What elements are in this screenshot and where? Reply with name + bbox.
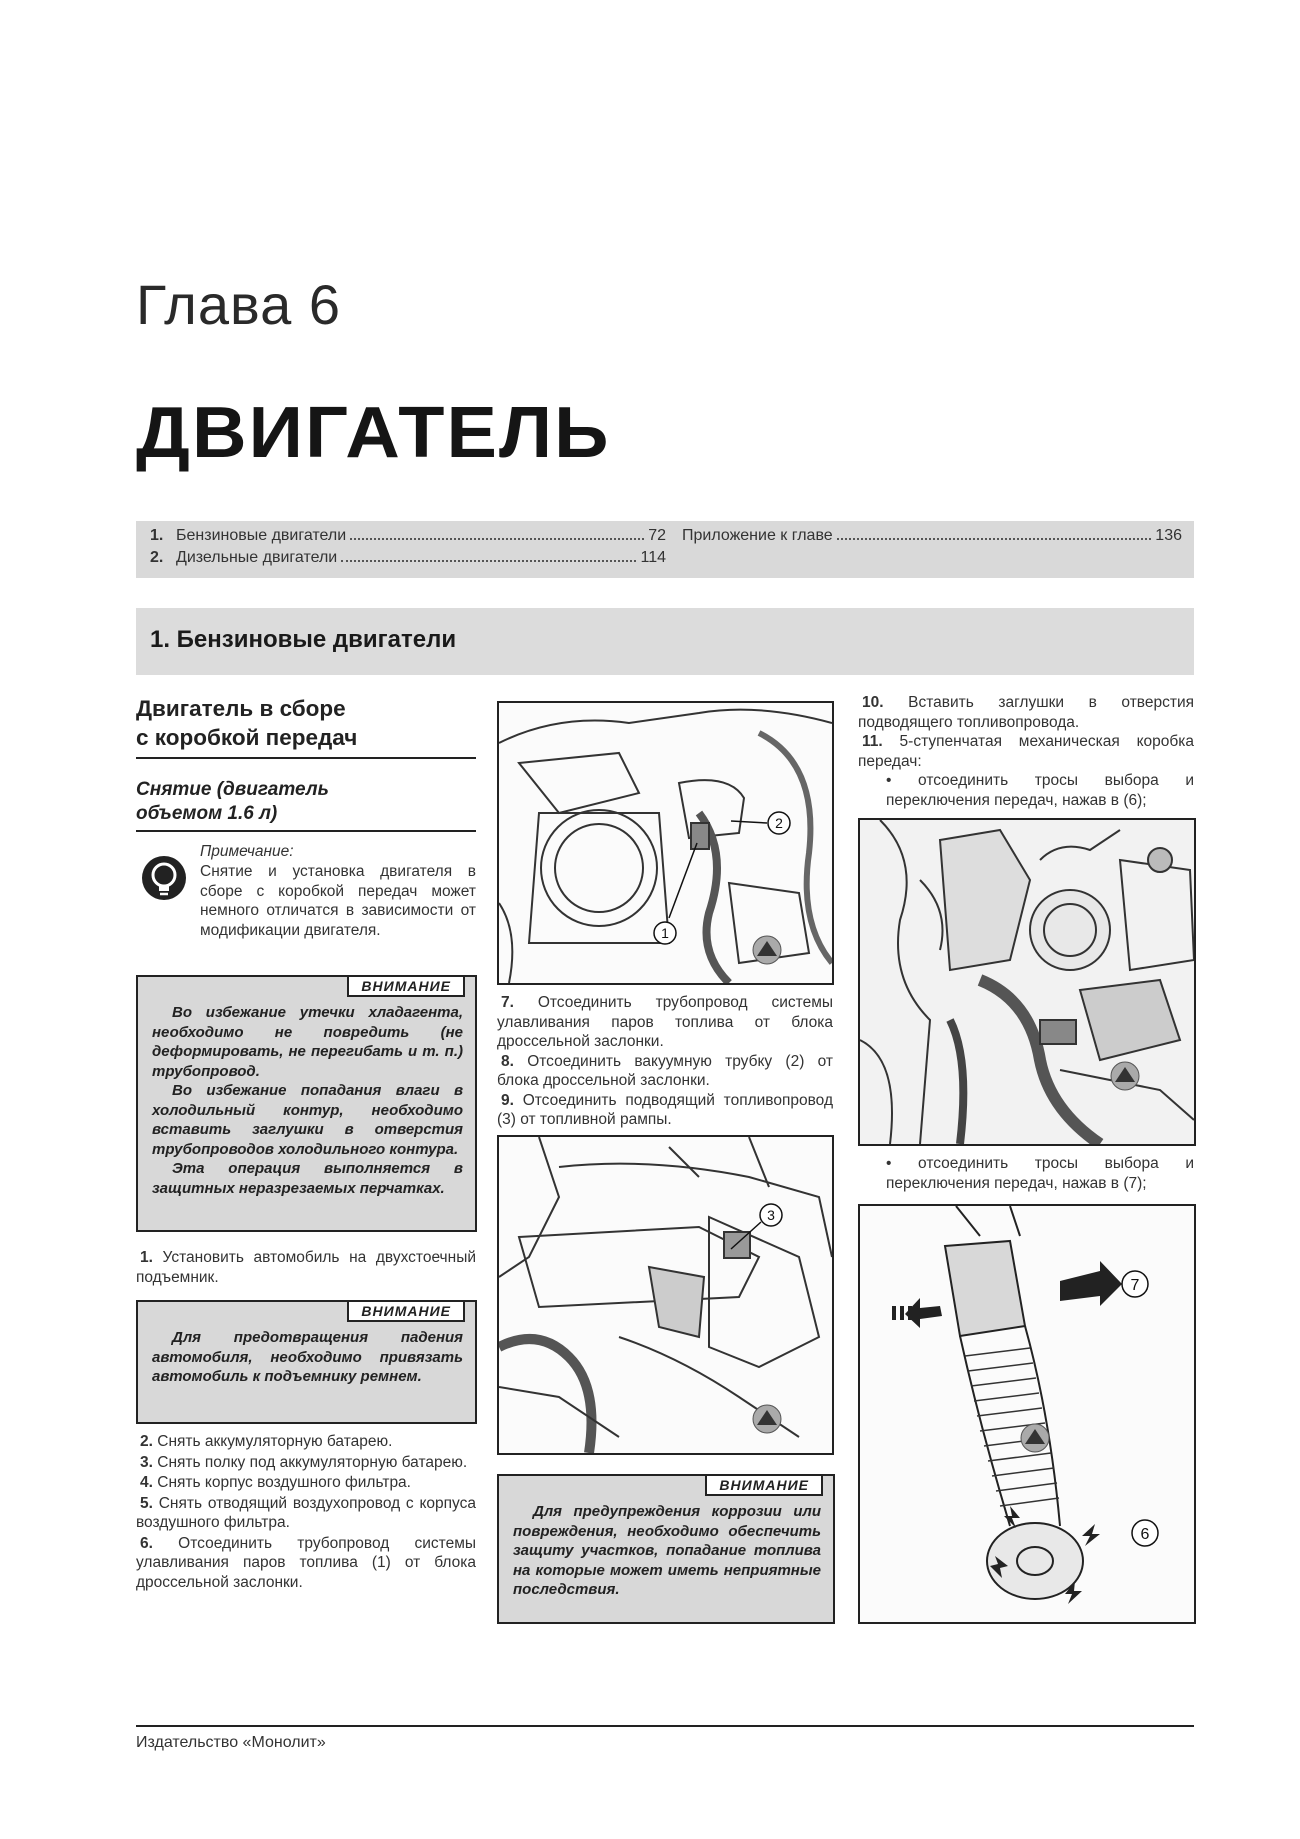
bullet-icon: • [886,1155,919,1172]
section-title: 1. Бензиновые двигатели [150,626,457,653]
chapter-title: ДВИГАТЕЛЬ [136,393,611,473]
throttle-body-illustration [499,703,832,983]
step-item [136,1432,476,1452]
step-item [497,1091,833,1130]
step-item [136,1473,476,1493]
warning-text [152,1003,463,1198]
bullet-text: отсоединить тросы выбора и переключения передач, нажав в (7); [886,1155,1195,1192]
toc-entry-title: Бензиновые двигатели [176,527,347,544]
toc-entry[interactable] [150,527,666,545]
step-number: 11. [862,733,883,750]
warning-paragraph: Во избежание утечки хладагента, необходимо не повредить (не деформировать, не перегибать и т. п.) трубопровод. [152,1004,463,1080]
step-number: 7. [501,994,514,1011]
footer-publisher: Издательство «Монолит» [136,1734,326,1751]
bullet-item [858,1154,1194,1193]
bullet-list [858,1154,1194,1193]
toc-leader-dots [350,538,644,540]
step-text: Снять отводящий воздухопровод с корпуса воздушного фильтра. [136,1494,476,1531]
toc-entry-title: Приложение к главе [682,527,833,544]
note-block [136,842,476,972]
toc-entry-page: 72 [648,527,666,544]
heading-line: с коробкой передач [136,725,358,750]
warning-paragraph: Во избежание попадания влаги в холодильный контур, необходимо вставить заглушки в отверстия трубопроводов холодильного контура. [152,1082,463,1158]
publisher-logo-icon [753,936,781,964]
step-text: Установить автомобиль на двухстоечный подъемник. [136,1249,476,1286]
heading-line: объемом 1.6 л) [136,803,278,824]
callout-2-label: 2 [775,815,783,831]
heading-line: Снятие (двигатель [136,779,329,800]
figure-throttle-body [497,701,834,985]
warning-tag: ВНИМАНИЕ [347,1300,465,1322]
toc-entry-number: 1. [150,527,164,544]
step-number: 4. [140,1474,153,1491]
step-number: 5. [140,1494,153,1512]
step-text: Вставить заглушки в отверстия подводящего топливопровода. [858,694,1194,731]
step-item [136,1248,476,1287]
note-label: Примечание: [200,843,294,860]
step-number: 8. [501,1052,514,1070]
step-item [497,993,833,1052]
step-list [136,1432,476,1592]
heading-line: Двигатель в сборе [136,696,346,721]
step-text: Снять аккумуляторную батарею. [157,1433,393,1450]
step-list [497,993,833,1130]
toc-entry-title: Дизельные двигатели [176,549,338,566]
toc-leader-dots [837,538,1152,540]
toc-entry-page: 136 [1155,527,1182,544]
step-text: Снять полку под аккумуляторную батарею. [157,1453,468,1471]
warning-text: Для предотвращения падения автомобиля, необходимо привязать автомобиль к подъемнику ремнем. [152,1329,463,1385]
warning-box [136,1300,477,1424]
engine-bay-illustration [860,820,1194,1144]
step-number: 3. [140,1453,153,1471]
step-number: 10. [862,694,884,711]
step-text: Отсоединить вакуумную трубку (2) от блока дроссельной заслонки. [497,1052,833,1089]
publisher-logo-icon [1111,1062,1139,1090]
figure-gear-cable [858,1204,1196,1624]
step-number: 2. [140,1433,153,1450]
section-header [136,608,1194,675]
step-item [136,1494,476,1533]
callout-1-label: 1 [661,925,669,941]
heading-rule [136,757,476,759]
bullet-item [858,771,1194,810]
note-icon [140,854,188,902]
toc-entry[interactable] [682,527,1182,545]
procedure-heading [136,778,476,826]
step-text: 5-ступенчатая механическая коробка передач: [858,733,1195,770]
heading-rule [136,830,476,832]
step-item [858,732,1194,771]
chapter-label: Глава 6 [136,273,341,336]
toc-entry-number: 2. [150,549,164,566]
subsection-heading [136,694,476,752]
warning-paragraph: Эта операция выполняется в защитных неразрезаемых перчатках. [152,1160,463,1197]
fuel-line-illustration [499,1137,832,1453]
step-number: 1. [140,1249,153,1266]
toc-entry-page: 114 [640,549,666,566]
callout-6-label: 6 [1140,1526,1150,1543]
callout-7-label: 7 [1130,1277,1140,1294]
chapter-toc [136,521,1194,578]
step-text: Снять корпус воздушного фильтра. [157,1474,411,1491]
bullet-icon: • [886,772,919,789]
footer-rule [136,1725,1194,1727]
toc-leader-dots [341,560,636,562]
gear-cable-illustration [860,1206,1194,1622]
step-item [136,1453,476,1473]
publisher-logo-icon [1021,1424,1049,1452]
warning-tag: ВНИМАНИЕ [705,1474,823,1496]
step-text: Отсоединить трубопровод системы улавливания паров топлива от блока дроссельной заслонки. [497,994,833,1050]
publisher-logo-icon [753,1405,781,1433]
figure-engine-bay [858,818,1196,1146]
step-list [858,693,1194,810]
step-number: 9. [501,1091,514,1109]
note-text: Снятие и установка двигателя в сборе с коробкой передач может немного отличатся в зависимости от модификации двигателя. [200,863,476,939]
callout-3-label: 3 [767,1207,775,1223]
warning-tag: ВНИМАНИЕ [347,975,465,997]
bullet-text: отсоединить тросы выбора и переключения передач, нажав в (6); [886,772,1195,809]
step-item [858,693,1194,732]
step-text: Отсоединить трубопровод системы улавливания паров топлива (1) от блока дроссельной заслонки. [136,1534,477,1591]
step-text: Отсоединить подводящий топливопровод (3) от топливной рампы. [497,1091,833,1128]
step-item [136,1534,476,1593]
toc-entry[interactable] [150,549,666,567]
warning-text: Для предупреждения коррозии или повреждения, необходимо обеспечить защиту участков, попадание топлива на которые может иметь неприятные последствия. [513,1503,821,1598]
step-item [497,1052,833,1091]
figure-fuel-line [497,1135,834,1455]
warning-box [136,975,477,1232]
step-number: 6. [140,1534,153,1552]
warning-box [497,1474,835,1624]
